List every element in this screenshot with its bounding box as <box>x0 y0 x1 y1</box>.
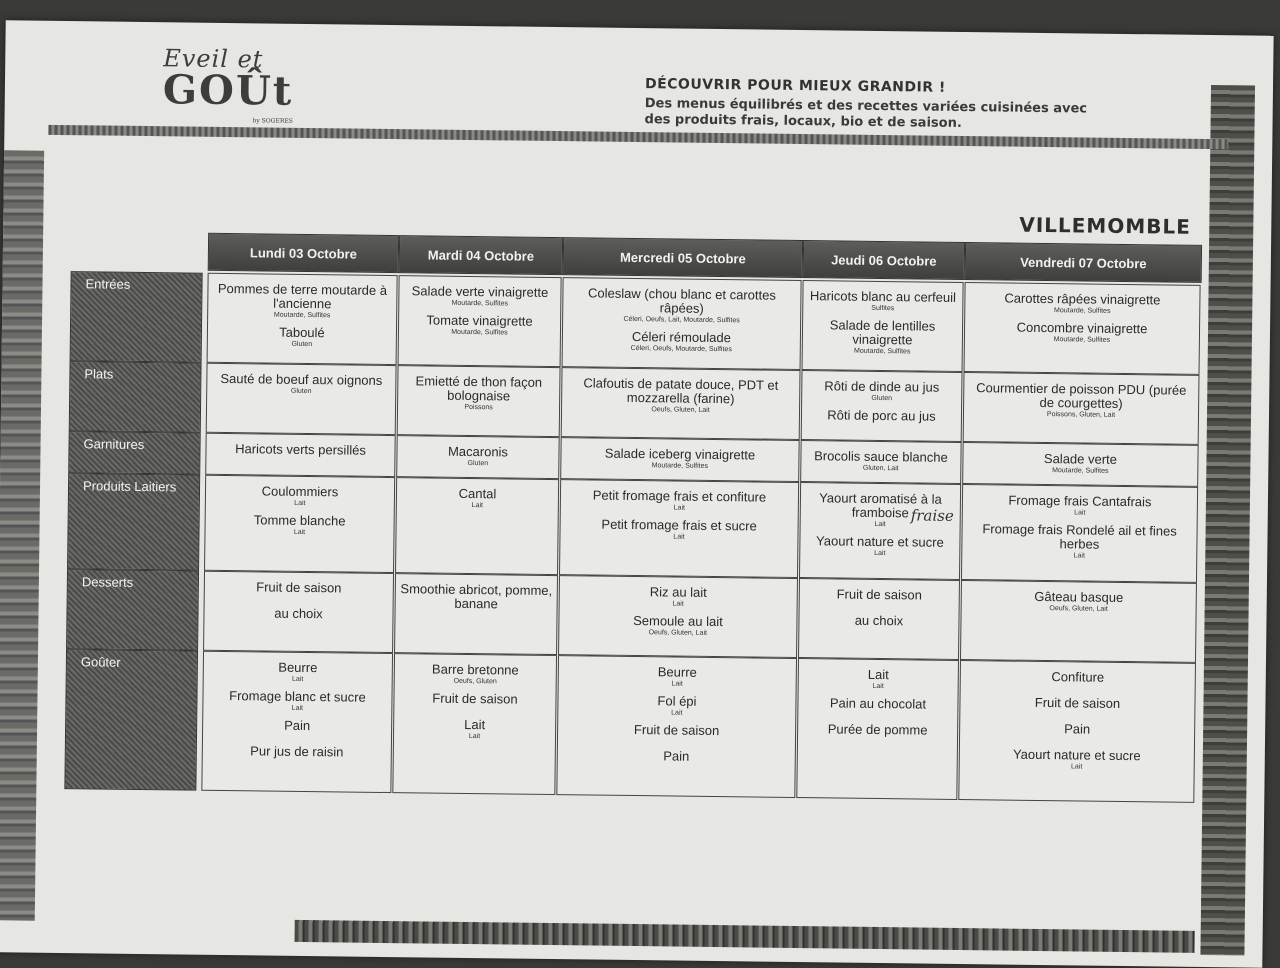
menu-cell <box>201 651 393 793</box>
dish-name: Fruit de saison <box>256 579 342 596</box>
dish-name: Pain au chocolat <box>829 695 927 712</box>
allergens <box>798 736 957 744</box>
dish-name: Coulommiers <box>261 483 339 500</box>
dish-name: Purée de pomme <box>827 721 928 738</box>
tagline-title: DÉCOUVRIR POUR MIEUX GRANDIR ! <box>644 76 946 96</box>
menu-cell <box>958 660 1196 803</box>
allergens: Lait <box>1073 552 1085 560</box>
menu-cell <box>398 275 562 367</box>
dish-name: Fromage frais Cantafrais <box>1008 492 1152 510</box>
dish-name: Taboulé <box>279 324 325 341</box>
allergens: Gluten <box>291 340 313 349</box>
day-header: Jeudi 06 Octobre <box>803 240 965 280</box>
allergens: Céleri, Oeufs, Lait, Moutarde, Sulfites <box>623 315 740 325</box>
allergens: Lait <box>291 704 304 712</box>
dish-name: Pain <box>284 717 311 734</box>
allergens <box>799 627 958 635</box>
menu-cell <box>561 367 801 440</box>
dish-name: Beurre <box>278 659 318 676</box>
menu-cell <box>204 475 395 573</box>
allergens <box>802 422 961 430</box>
dish-name: Pommes de terre moutarde à l'ancienne <box>217 280 388 312</box>
dish-name: Lait <box>464 716 486 733</box>
menu-cell <box>392 653 557 795</box>
menu-cell <box>205 433 395 477</box>
allergens: Moutarde, Sulfites <box>273 311 331 320</box>
allergens: Lait <box>671 709 683 717</box>
menu-cell <box>963 372 1200 445</box>
decorative-border-right <box>1200 85 1255 955</box>
allergens: Moutarde, Sulfites <box>853 347 911 356</box>
dish-name: Salade verte <box>1043 451 1118 467</box>
allergens <box>394 705 555 713</box>
dish-name: Rôti de porc au jus <box>827 407 936 424</box>
allergens: Lait <box>874 549 886 558</box>
dish-name: Salade iceberg vinaigrette <box>604 445 756 463</box>
dish-name: Gâteau basque <box>1034 588 1124 605</box>
menu-cell <box>962 442 1198 487</box>
dish-name: Petit fromage frais et sucre <box>601 516 757 534</box>
menu-cell <box>206 363 397 435</box>
allergens: Oeufs, Gluten, Lait <box>648 629 708 637</box>
category-label: Desserts <box>66 569 199 651</box>
allergens: Lait <box>673 504 686 512</box>
dish-name: Haricots verts persillés <box>235 441 366 458</box>
menu-sheet <box>0 20 1274 967</box>
dish-name: Tomate vinaigrette <box>426 312 533 329</box>
dish-name: Smoothie abricot, pomme, banane <box>400 581 553 612</box>
dish-name: Macaronis <box>447 443 509 460</box>
day-header: Vendredi 07 Octobre <box>965 242 1202 283</box>
dish-name: Yaourt nature et sucre <box>816 533 944 550</box>
allergens: Gluten, Lait <box>862 464 899 473</box>
allergens <box>798 710 957 718</box>
allergens: Moutarde, Sulfites <box>1053 336 1111 344</box>
dish-name: Courmentier de poisson PDU (purée de courgettes) <box>976 380 1187 411</box>
allergens: Lait <box>471 502 484 510</box>
allergens: Gluten <box>290 387 312 396</box>
allergens: Lait <box>672 600 684 608</box>
menu-cell <box>799 482 961 580</box>
menu-cell <box>960 580 1197 663</box>
menu-cell <box>558 575 798 658</box>
dish-name: Coleslaw (chou blanc et carottes râpées) <box>587 285 776 316</box>
allergens: Oeufs, Gluten, Lait <box>651 406 710 414</box>
handwritten-note: fraise <box>910 506 954 525</box>
dish-name: Fol épi <box>657 693 697 709</box>
allergens: Poissons <box>464 403 493 412</box>
allergens: Sulfites <box>871 304 895 313</box>
category-label: Garnitures <box>68 431 201 475</box>
menu-cell <box>559 479 799 578</box>
allergens: Lait <box>671 680 683 688</box>
allergens: Lait <box>468 733 481 741</box>
decorative-border-left <box>0 150 44 920</box>
allergens <box>395 610 556 618</box>
brand-logo <box>162 44 303 126</box>
logo-line1: Eveil et <box>163 44 264 74</box>
dish-name: Petit fromage frais et confiture <box>592 487 767 505</box>
dish-name: Sauté de boeuf aux oignons <box>220 370 383 388</box>
allergens: Moutarde, Sulfites <box>1052 467 1109 475</box>
dish-name: Carottes râpées vinaigrette <box>1004 290 1161 308</box>
dish-name: Barre bretonne <box>431 661 519 678</box>
logo-line3: by SOGERES <box>252 117 293 125</box>
menu-cell <box>800 440 962 484</box>
menu-cell <box>964 282 1201 375</box>
dish-name: au choix <box>274 605 323 622</box>
dish-name: Pain <box>663 748 690 764</box>
allergens <box>206 456 394 464</box>
dish-name: Riz au lait <box>649 584 707 600</box>
allergens: Moutarde, Sulfites <box>1054 307 1111 315</box>
allergens <box>203 758 391 766</box>
menu-cell <box>798 578 960 660</box>
tagline <box>644 76 1105 134</box>
dish-name: Salade verte vinaigrette <box>411 283 549 300</box>
dish-name: Clafoutis de patate douce, PDT et mozzarella (farine) <box>583 375 779 407</box>
allergens: Gluten <box>467 459 489 468</box>
allergens <box>800 601 959 609</box>
dish-name: Cantal <box>458 485 497 502</box>
allergens: Lait <box>1071 763 1083 771</box>
menu-cell <box>802 280 964 372</box>
day-header: Mercredi 05 Octobre <box>563 237 803 278</box>
town-name: VILLEMOMBLE <box>1019 212 1191 239</box>
dish-name: au choix <box>854 612 904 629</box>
menu-cell <box>961 484 1198 583</box>
dish-name: Yaourt aromatisé à la framboise <box>819 490 942 521</box>
allergens <box>204 620 392 628</box>
tagline-text: Des menus équilibrés et des recettes variées cuisinées avec des produits frais, locaux, bio et de saison. <box>644 96 1088 131</box>
allergens: Oeufs, Gluten <box>453 677 497 686</box>
allergens: Lait <box>294 499 306 507</box>
menu-cell <box>801 370 963 442</box>
dish-name: Fromage frais Rondelé ail et fines herbes <box>982 521 1177 552</box>
dish-name: Concombre vinaigrette <box>1016 319 1148 337</box>
allergens: Moutarde, Sulfites <box>451 328 508 337</box>
allergens <box>203 732 391 740</box>
allergens: Lait <box>1074 509 1086 517</box>
dish-name: Emietté de thon façon bolognaise <box>415 373 543 404</box>
menu-cell <box>796 658 959 800</box>
dish-name: Pur jus de raisin <box>250 743 344 760</box>
dish-name: Yaourt nature et sucre <box>1012 746 1141 764</box>
dish-name: Semoule au lait <box>633 612 723 630</box>
day-header: Mardi 04 Octobre <box>399 235 563 275</box>
allergens: Oeufs, Gluten, Lait <box>1049 605 1108 613</box>
category-label: Produits Laitiers <box>67 473 200 571</box>
dish-name: Céleri rémoulade <box>631 328 732 346</box>
category-label: Entrées <box>70 271 203 363</box>
dish-name: Confiture <box>1051 669 1105 685</box>
allergens: Lait <box>673 533 685 541</box>
dish-name: Fruit de saison <box>633 722 720 739</box>
allergens: Moutarde, Sulfites <box>451 299 509 308</box>
allergens: Lait <box>874 520 886 529</box>
menu-cell <box>394 573 558 655</box>
dish-name: Fruit de saison <box>1034 694 1121 711</box>
category-label: Goûter <box>64 649 198 791</box>
category-label: Plats <box>69 361 202 433</box>
dish-name: Salade de lentilles vinaigrette <box>829 317 936 348</box>
menu-cell <box>395 477 559 575</box>
dish-name: Fruit de saison <box>432 690 518 707</box>
menu-cell <box>560 437 799 482</box>
dish-name: Lait <box>867 666 889 683</box>
decorative-stripe-bottom <box>295 920 1195 953</box>
menu-cell <box>556 655 797 798</box>
allergens: Céleri, Oeufs, Moutarde, Sulfites <box>630 344 732 354</box>
logo-line2: GOÛt <box>162 66 294 115</box>
allergens: Lait <box>292 675 304 683</box>
allergens: Lait <box>872 682 884 691</box>
dish-name: Fromage blanc et sucre <box>229 688 366 705</box>
allergens: Gluten <box>871 394 893 403</box>
menu-cell <box>562 277 802 370</box>
allergens: Lait <box>293 528 306 536</box>
menu-cell <box>207 273 398 365</box>
dish-name: Brocolis sauce blanche <box>814 448 948 465</box>
day-header: Lundi 03 Octobre <box>208 233 399 273</box>
dish-name: Pain <box>1064 721 1091 737</box>
allergens: Poissons, Gluten, Lait <box>1046 411 1116 419</box>
dish-name: Haricots blanc au cerfeuil <box>809 288 957 305</box>
menu-cell <box>203 571 394 653</box>
menu-cell <box>397 365 561 437</box>
allergens <box>205 594 393 602</box>
dish-name: Tomme blanche <box>253 512 346 529</box>
dish-name: Fruit de saison <box>836 586 923 603</box>
menu-cell <box>396 435 560 479</box>
allergens: Moutarde, Sulfites <box>651 462 709 470</box>
dish-name: Rôti de dinde au jus <box>824 378 940 395</box>
dish-name: Beurre <box>657 664 697 680</box>
